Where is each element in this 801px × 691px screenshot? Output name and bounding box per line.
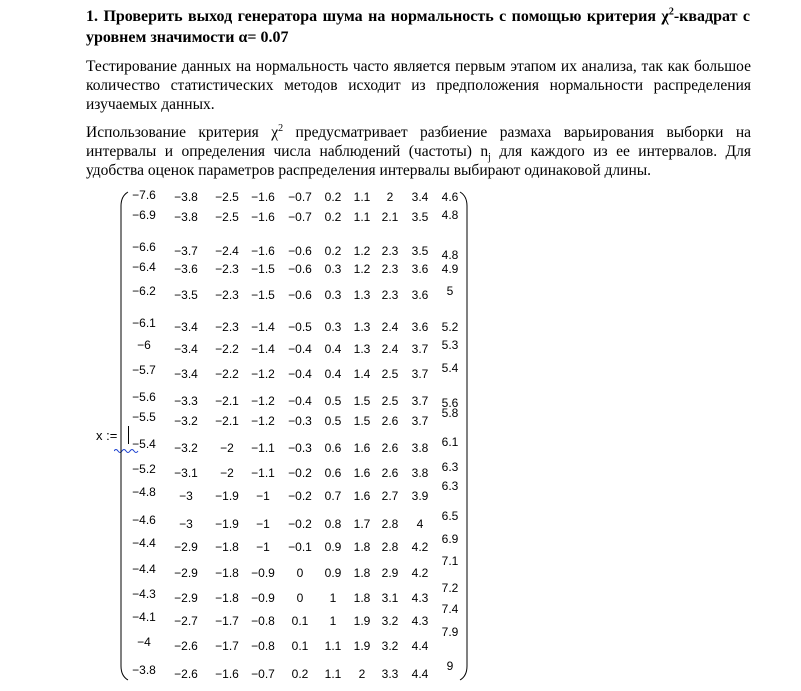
matrix-cell-r6-c8: 2.4 <box>381 320 399 334</box>
matrix-cell-r9-c10: 5.6 <box>441 396 459 410</box>
matrix-cell-r13-c7: 1.6 <box>353 489 371 503</box>
matrix-cell-r6-c10: 5.2 <box>441 320 459 334</box>
section-heading <box>86 6 750 48</box>
matrix-cell-r17-c9: 4.3 <box>411 591 429 605</box>
matrix-cell-r8-c6: 0.4 <box>324 367 342 381</box>
matrix-cell-r15-c2: −2.9 <box>174 540 198 554</box>
matrix-cell-r13-c9: 3.9 <box>411 489 429 503</box>
matrix-cell-r1-c3: −2.5 <box>215 190 239 204</box>
matrix-cell-r13-c6: 0.7 <box>324 489 342 503</box>
matrix-cell-r17-c3: −1.8 <box>215 591 239 605</box>
matrix-cell-r16-c2: −2.9 <box>174 566 198 580</box>
matrix-cell-r3-c2: −3.7 <box>174 244 198 258</box>
matrix-cell-r13-c2: −3 <box>179 489 193 503</box>
matrix-cell-r3-c5: −0.6 <box>288 244 312 258</box>
matrix-cell-r6-c3: −2.3 <box>215 320 239 334</box>
matrix-cell-r17-c6: 1 <box>329 591 337 605</box>
matrix-cell-r19-c4: −0.8 <box>251 639 275 653</box>
matrix-cell-r17-c1: −4.3 <box>132 587 156 601</box>
matrix-cell-r17-c8: 3.1 <box>381 591 399 605</box>
matrix-cell-r5-c6: 0.3 <box>324 288 342 302</box>
matrix-cell-r8-c5: −0.4 <box>288 367 312 381</box>
matrix-cell-r2-c4: −1.6 <box>251 210 275 224</box>
matrix-cell-r14-c1: −4.6 <box>132 513 156 527</box>
matrix-cell-r12-c8: 2.6 <box>381 466 399 480</box>
matrix-cell-r8-c4: −1.2 <box>251 367 275 381</box>
matrix-cell-r19-c2: −2.6 <box>174 639 198 653</box>
matrix-cell-r15-c3: −1.8 <box>215 540 239 554</box>
matrix-cell-r16-c7: 1.8 <box>353 566 371 580</box>
matrix-cell-r6-c4: −1.4 <box>251 320 275 334</box>
matrix-cell-r19-c7: 1.9 <box>353 639 371 653</box>
matrix-cell-r8-c8: 2.5 <box>381 367 399 381</box>
matrix-cell-r19-c3: −1.7 <box>215 639 239 653</box>
matrix-cell-r4-c6: 0.3 <box>324 262 342 276</box>
method-paragraph <box>86 123 751 180</box>
matrix-cell-r13-c5: −0.2 <box>288 489 312 503</box>
matrix-cell-r9-c1: −5.6 <box>132 390 156 404</box>
method-text-part3: для каждого из ее интервалов. Для удобства оценок параметров распределения интервалы выбирают одинаковой длины. <box>86 143 751 179</box>
matrix-cell-r11-c4: −1.1 <box>251 441 275 455</box>
matrix-cell-r11-c8: 2.6 <box>381 441 399 455</box>
matrix-cell-r7-c6: 0.4 <box>324 342 342 356</box>
matrix-cell-r5-c9: 3.6 <box>411 288 429 302</box>
matrix-cell-r10-c1: −5.5 <box>132 410 156 424</box>
matrix-cell-r8-c1: −5.7 <box>132 363 156 377</box>
matrix-cell-r18-c1: −4.1 <box>132 610 156 624</box>
matrix-cell-r4-c5: −0.6 <box>288 262 312 276</box>
matrix-cell-r17-c2: −2.9 <box>174 591 198 605</box>
matrix-cell-r16-c10: 7.1 <box>441 554 459 568</box>
matrix-cell-r18-c3: −1.7 <box>215 614 239 628</box>
matrix-cell-r20-c9: 4.4 <box>411 667 429 681</box>
matrix-cell-r14-c3: −1.9 <box>215 517 239 531</box>
matrix-variable-label: x := <box>96 428 118 443</box>
method-text-part2: предусматривает разбиение размаха варьирования выборки на интервалы и определения числа наблюдений (частоты) n <box>86 124 751 160</box>
matrix-cell-r5-c10: 5 <box>446 284 454 298</box>
matrix-cell-r4-c1: −6.4 <box>132 260 156 274</box>
matrix-cell-r7-c10: 5.3 <box>441 338 459 352</box>
matrix-cell-r3-c3: −2.4 <box>215 244 239 258</box>
matrix-cell-r1-c2: −3.8 <box>174 190 198 204</box>
matrix-cell-r16-c1: −4.4 <box>132 562 156 576</box>
matrix-cell-r3-c4: −1.6 <box>251 244 275 258</box>
matrix-cell-r1-c1: −7.6 <box>132 188 156 202</box>
matrix-cell-r2-c8: 2.1 <box>381 210 399 224</box>
matrix-cell-r17-c7: 1.8 <box>353 591 371 605</box>
matrix-cell-r2-c7: 1.1 <box>353 210 371 224</box>
matrix-cell-r18-c6: 1 <box>329 614 337 628</box>
matrix-cell-r15-c6: 0.9 <box>324 540 342 554</box>
matrix-cell-r20-c2: −2.6 <box>174 667 198 681</box>
matrix-cell-r1-c9: 3.4 <box>411 190 429 204</box>
right-bracket-icon <box>460 192 467 680</box>
matrix-cell-r19-c8: 3.2 <box>381 639 399 653</box>
matrix-cell-r20-c10: 9 <box>446 659 454 673</box>
matrix-cell-r10-c5: −0.3 <box>288 414 312 428</box>
matrix-cell-r15-c5: −0.1 <box>288 540 312 554</box>
matrix-cell-r14-c7: 1.7 <box>353 517 371 531</box>
heading-text: 1. Проверить выход генератора шума на нормальность с помощью критерия χ <box>86 8 669 25</box>
matrix-cell-r4-c4: −1.5 <box>251 262 275 276</box>
matrix-cell-r11-c2: −3.2 <box>174 441 198 455</box>
matrix-cell-r9-c4: −1.2 <box>251 394 275 408</box>
left-bracket-icon <box>121 192 128 680</box>
matrix-cell-r5-c3: −2.3 <box>215 288 239 302</box>
matrix-cell-r16-c3: −1.8 <box>215 566 239 580</box>
matrix-cell-r19-c5: 0.1 <box>291 639 309 653</box>
data-matrix[interactable] <box>118 190 478 682</box>
matrix-cell-r3-c7: 1.2 <box>353 244 371 258</box>
matrix-cell-r12-c10: 6.3 <box>441 460 459 474</box>
matrix-cell-r18-c5: 0.1 <box>291 614 309 628</box>
matrix-cell-r20-c3: −1.6 <box>215 667 239 681</box>
matrix-cell-r1-c7: 1.1 <box>353 190 371 204</box>
matrix-cell-r10-c2: −3.2 <box>174 414 198 428</box>
matrix-cell-r5-c1: −6.2 <box>132 284 156 298</box>
matrix-cell-r15-c7: 1.8 <box>353 540 371 554</box>
matrix-cell-r6-c7: 1.3 <box>353 320 371 334</box>
matrix-cell-r14-c2: −3 <box>179 517 193 531</box>
matrix-cell-r12-c7: 1.6 <box>353 466 371 480</box>
matrix-cell-r5-c5: −0.6 <box>288 288 312 302</box>
matrix-cell-r7-c4: −1.4 <box>251 342 275 356</box>
matrix-cell-r16-c6: 0.9 <box>324 566 342 580</box>
matrix-cell-r15-c9: 4.2 <box>411 540 429 554</box>
matrix-cell-r1-c10: 4.6 <box>441 190 459 204</box>
matrix-cell-r14-c10: 6.5 <box>441 509 459 523</box>
matrix-cell-r1-c8: 2 <box>386 190 394 204</box>
matrix-cell-r10-c3: −2.1 <box>215 414 239 428</box>
matrix-cell-r3-c1: −6.6 <box>132 240 156 254</box>
matrix-cell-r20-c6: 1.1 <box>324 667 342 681</box>
method-text-part1: Использование критерия χ <box>86 124 279 141</box>
matrix-cell-r12-c6: 0.6 <box>324 466 342 480</box>
matrix-cell-r12-c4: −1.1 <box>251 466 275 480</box>
matrix-cell-r12-c3: −2 <box>220 466 234 480</box>
matrix-cell-r20-c1: −3.8 <box>132 663 156 677</box>
matrix-cell-r9-c9: 3.7 <box>411 394 429 408</box>
matrix-cell-r20-c4: −0.7 <box>251 667 275 681</box>
matrix-cell-r8-c10: 5.4 <box>441 361 459 375</box>
matrix-cell-r6-c9: 3.6 <box>411 320 429 334</box>
matrix-cell-r2-c1: −6.9 <box>132 208 156 222</box>
matrix-cell-r7-c9: 3.7 <box>411 342 429 356</box>
matrix-cell-r2-c5: −0.7 <box>288 210 312 224</box>
matrix-cell-r19-c10: 7.9 <box>441 625 459 639</box>
matrix-cell-r19-c9: 4.4 <box>411 639 429 653</box>
matrix-cell-r3-c9: 3.5 <box>411 244 429 258</box>
matrix-cell-r7-c3: −2.2 <box>215 342 239 356</box>
matrix-cell-r5-c7: 1.3 <box>353 288 371 302</box>
matrix-cell-r18-c4: −0.8 <box>251 614 275 628</box>
matrix-cell-r3-c10: 4.8 <box>441 248 459 262</box>
matrix-cell-r18-c2: −2.7 <box>174 614 198 628</box>
matrix-cell-r4-c3: −2.3 <box>215 262 239 276</box>
matrix-cell-r13-c4: −1 <box>256 489 270 503</box>
matrix-cell-r8-c7: 1.4 <box>353 367 371 381</box>
matrix-cell-r1-c4: −1.6 <box>251 190 275 204</box>
matrix-cell-r13-c10: 6.3 <box>441 479 459 493</box>
matrix-cell-r6-c1: −6.1 <box>132 316 156 330</box>
matrix-cell-r11-c3: −2 <box>220 441 234 455</box>
matrix-cell-r5-c4: −1.5 <box>251 288 275 302</box>
matrix-cell-r10-c6: 0.5 <box>324 414 342 428</box>
matrix-cell-r17-c4: −0.9 <box>251 591 275 605</box>
matrix-cell-r6-c5: −0.5 <box>288 320 312 334</box>
matrix-cell-r9-c8: 2.5 <box>381 394 399 408</box>
matrix-cell-r14-c6: 0.8 <box>324 517 342 531</box>
method-subscript: j <box>488 152 491 164</box>
matrix-cell-r7-c7: 1.3 <box>353 342 371 356</box>
matrix-cell-r5-c8: 2.3 <box>381 288 399 302</box>
matrix-cell-r2-c2: −3.8 <box>174 210 198 224</box>
intro-paragraph: Тестирование данных на нормальность часто является первым этапом их анализа, так как большое количество статистических методов исходит из предположения нормальности распределения изучаемых данных. <box>86 58 751 113</box>
matrix-cell-r8-c2: −3.4 <box>174 367 198 381</box>
matrix-cell-r11-c1: −5.4 <box>132 437 156 451</box>
matrix-cell-r19-c6: 1.1 <box>324 639 342 653</box>
matrix-cell-r6-c2: −3.4 <box>174 320 198 334</box>
matrix-cell-r11-c5: −0.3 <box>288 441 312 455</box>
matrix-cell-r14-c5: −0.2 <box>288 517 312 531</box>
matrix-cell-r3-c8: 2.3 <box>381 244 399 258</box>
matrix-cell-r10-c7: 1.5 <box>353 414 371 428</box>
matrix-cell-r18-c7: 1.9 <box>353 614 371 628</box>
matrix-cell-r20-c5: 0.2 <box>291 667 309 681</box>
matrix-cell-r2-c9: 3.5 <box>411 210 429 224</box>
matrix-cell-r10-c10: 5.8 <box>441 406 459 420</box>
method-superscript: 2 <box>278 122 284 134</box>
matrix-cell-r13-c8: 2.7 <box>381 489 399 503</box>
matrix-cell-r7-c1: −6 <box>137 338 151 352</box>
matrix-cell-r10-c9: 3.7 <box>411 414 429 428</box>
heading-superscript: 2 <box>668 6 674 18</box>
matrix-cell-r7-c2: −3.4 <box>174 342 198 356</box>
matrix-cell-r9-c5: −0.4 <box>288 394 312 408</box>
matrix-cell-r5-c2: −3.5 <box>174 288 198 302</box>
matrix-cell-r9-c6: 0.5 <box>324 394 342 408</box>
matrix-cell-r20-c8: 3.3 <box>381 667 399 681</box>
matrix-cell-r2-c6: 0.2 <box>324 210 342 224</box>
matrix-cell-r15-c8: 2.8 <box>381 540 399 554</box>
matrix-cell-r16-c4: −0.9 <box>251 566 275 580</box>
matrix-cell-r4-c7: 1.2 <box>353 262 371 276</box>
matrix-cell-r11-c6: 0.6 <box>324 441 342 455</box>
matrix-cell-r18-c10: 7.4 <box>441 602 459 616</box>
matrix-cell-r1-c5: −0.7 <box>288 190 312 204</box>
matrix-cell-r15-c4: −1 <box>256 540 270 554</box>
matrix-cell-r9-c2: −3.3 <box>174 394 198 408</box>
matrix-cell-r16-c5: 0 <box>296 566 304 580</box>
matrix-cell-r6-c6: 0.3 <box>324 320 342 334</box>
matrix-cell-r4-c10: 4.9 <box>441 262 459 276</box>
matrix-cell-r2-c3: −2.5 <box>215 210 239 224</box>
matrix-cell-r4-c2: −3.6 <box>174 262 198 276</box>
matrix-cell-r17-c10: 7.2 <box>441 581 459 595</box>
matrix-cell-r8-c3: −2.2 <box>215 367 239 381</box>
matrix-cell-r10-c4: −1.2 <box>251 414 275 428</box>
matrix-cell-r19-c1: −4 <box>137 635 151 649</box>
matrix-cell-r16-c8: 2.9 <box>381 566 399 580</box>
matrix-cell-r14-c9: 4 <box>416 517 424 531</box>
matrix-cell-r14-c4: −1 <box>256 517 270 531</box>
matrix-cell-r2-c10: 4.8 <box>441 208 459 222</box>
matrix-cell-r11-c7: 1.6 <box>353 441 371 455</box>
matrix-cell-r12-c9: 3.8 <box>411 466 429 480</box>
matrix-cell-r9-c3: −2.1 <box>215 394 239 408</box>
matrix-cell-r20-c7: 2 <box>358 667 366 681</box>
heading-text-continued: -квадрат с уровнем значимости α= 0.07 <box>86 8 750 46</box>
matrix-cell-r12-c1: −5.2 <box>132 462 156 476</box>
matrix-cell-r15-c10: 6.9 <box>441 532 459 546</box>
matrix-cell-r3-c6: 0.2 <box>324 244 342 258</box>
matrix-cell-r11-c10: 6.1 <box>441 435 459 449</box>
matrix-cell-r13-c1: −4.8 <box>132 485 156 499</box>
matrix-cell-r1-c6: 0.2 <box>324 190 342 204</box>
matrix-cell-r16-c9: 4.2 <box>411 566 429 580</box>
matrix-cell-r7-c5: −0.4 <box>288 342 312 356</box>
matrix-cell-r17-c5: 0 <box>296 591 304 605</box>
matrix-cell-r4-c9: 3.6 <box>411 262 429 276</box>
matrix-cell-r9-c7: 1.5 <box>353 394 371 408</box>
matrix-cell-r18-c9: 4.3 <box>411 614 429 628</box>
matrix-cell-r15-c1: −4.4 <box>132 536 156 550</box>
matrix-cell-r13-c3: −1.9 <box>215 489 239 503</box>
matrix-cell-r14-c8: 2.8 <box>381 517 399 531</box>
matrix-cell-r8-c9: 3.7 <box>411 367 429 381</box>
matrix-cell-r18-c8: 3.2 <box>381 614 399 628</box>
matrix-cell-r11-c9: 3.8 <box>411 441 429 455</box>
matrix-cell-r10-c8: 2.6 <box>381 414 399 428</box>
matrix-cell-r12-c2: −3.1 <box>174 466 198 480</box>
matrix-cell-r12-c5: −0.2 <box>288 466 312 480</box>
matrix-cell-r4-c8: 2.3 <box>381 262 399 276</box>
matrix-cell-r7-c8: 2.4 <box>381 342 399 356</box>
